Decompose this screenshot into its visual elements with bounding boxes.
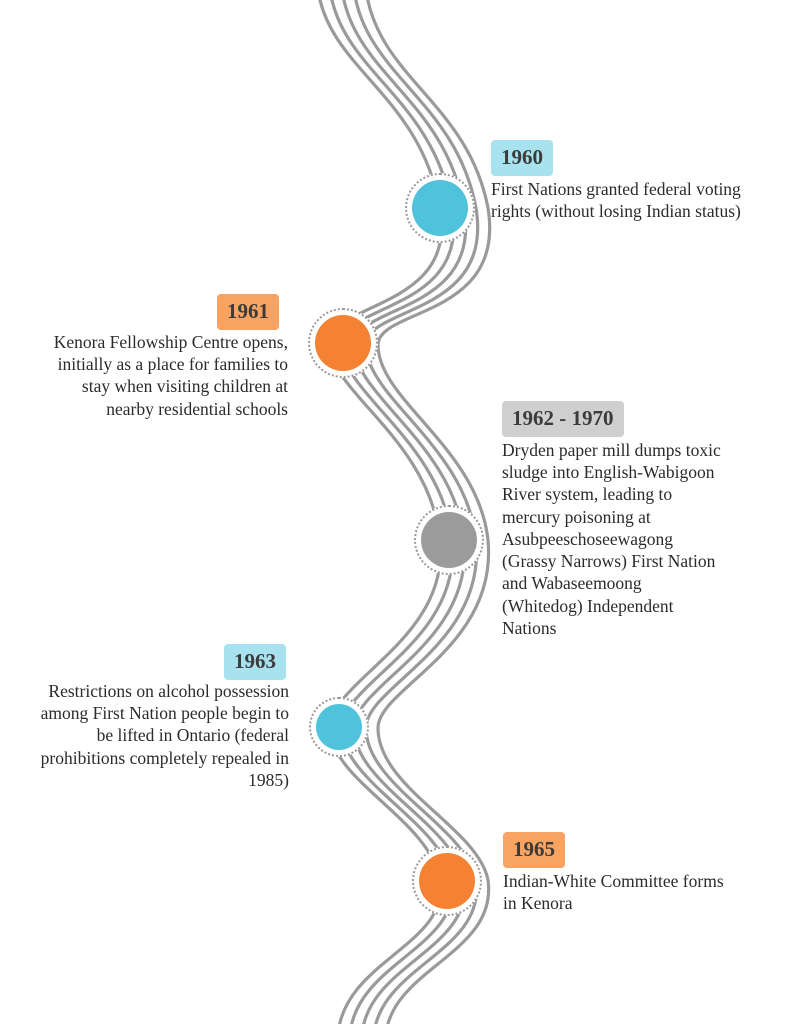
node-marker-fill <box>315 315 371 371</box>
node-marker-1961 <box>308 308 378 378</box>
node-marker-1965 <box>412 846 482 916</box>
node-marker-fill <box>419 853 475 909</box>
node-marker-fill <box>316 704 362 750</box>
node-marker-fill <box>412 180 468 236</box>
node-marker-1962-1970 <box>414 505 484 575</box>
entry-text-1961: Kenora Fellowship Centre opens, initially as a place for families to stay when visiting children at nearby residential schools <box>53 332 288 419</box>
entry-text-1960: First Nations granted federal voting rights (without losing Indian status) <box>491 179 741 222</box>
year-tag-1962-1970: 1962 - 1970 <box>502 401 624 437</box>
year-tag-1960: 1960 <box>491 140 553 176</box>
node-marker-1960 <box>405 173 475 243</box>
year-tag-1963: 1963 <box>224 644 286 680</box>
year-tag-1965: 1965 <box>503 832 565 868</box>
node-marker-1963 <box>309 697 369 757</box>
entry-text-1965: Indian-White Committee forms in Kenora <box>503 871 724 914</box>
node-marker-fill <box>421 512 477 568</box>
year-tag-1961: 1961 <box>217 294 279 330</box>
entry-text-1962-1970: Dryden paper mill dumps toxic sludge into English-Wabigoon River system, leading to mercury poisoning at Asubpeeschoseewagong (Grassy Narrows) First Nation and Wabaseemoong (Whitedog) Independent Nations <box>502 440 721 638</box>
entry-text-1963: Restrictions on alcohol possession among First Nation people begin to be lifted in Ontario (federal prohibitions completely repealed in 1985) <box>40 681 289 790</box>
